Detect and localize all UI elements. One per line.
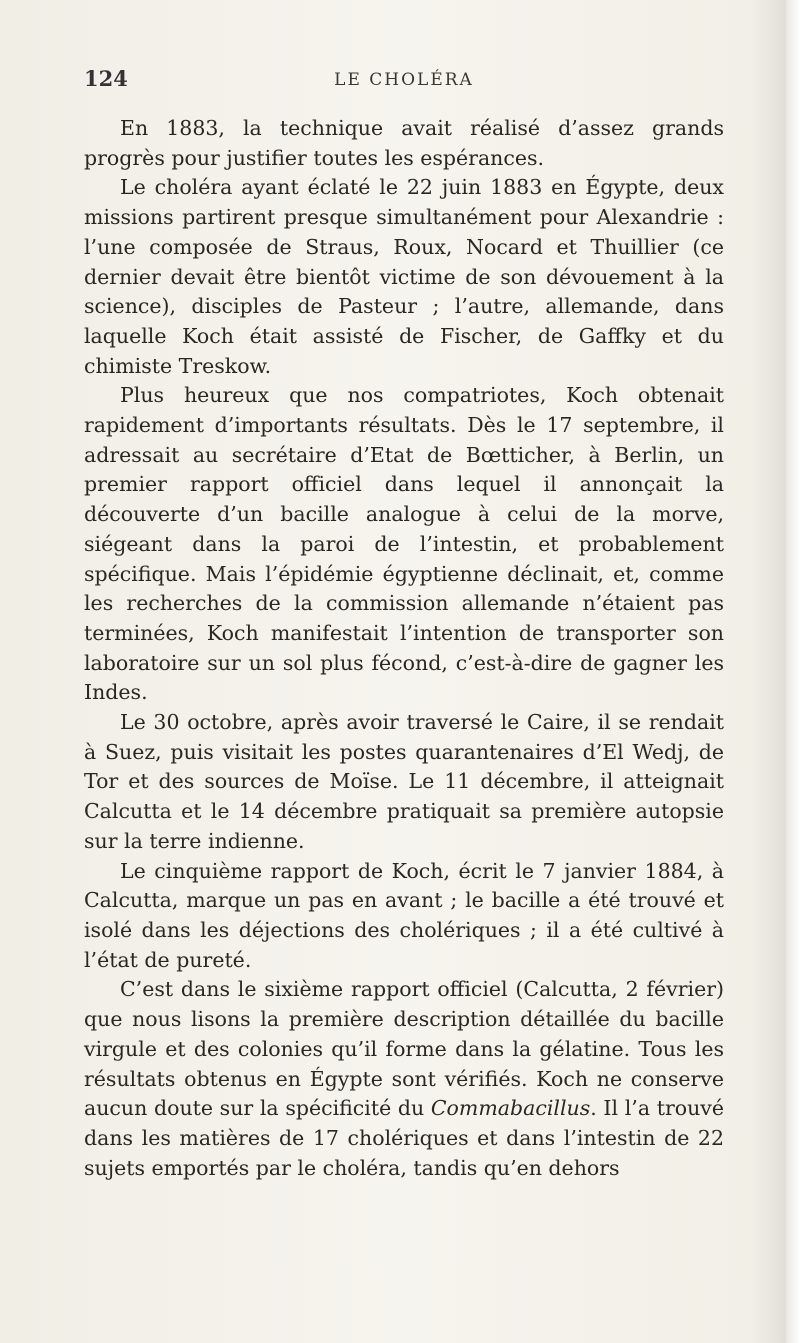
paragraph-text: C’est dans le sixième rapport officiel (Calcutta, 2 février) que nous lisons la première description détaillée du bacille virgule et des colonies qu’il forme dans la gélatine. Tous les résultats obtenus en Égypte sont vérifiés. Koch ne conserve aucun doute sur la spécificité du: [84, 977, 724, 1121]
body-text: [84, 114, 724, 1183]
page-edge: [786, 0, 800, 1343]
paragraph: Le choléra ayant éclaté le 22 juin 1883 en Égypte, deux missions partirent presque simultanément pour Alexandrie : l’une composée de Straus, Roux, Nocard et Thuillier (ce dernier devait être bientôt victime de son dévouement à la science), disciples de Pasteur ; l’autre, allemande, dans laquelle Koch était assisté de Fischer, de Gaffky et du chimiste Treskow.: [84, 175, 724, 378]
page-header: [84, 66, 724, 96]
paragraph: En 1883, la technique avait réalisé d’assez grands progrès pour justifier toutes les espérances.: [84, 116, 724, 170]
paragraph: Plus heureux que nos compatriotes, Koch obtenait rapidement d’importants résultats. Dès le 17 septembre, il adressait au secrétaire d’Etat de Bœtticher, à Berlin, un premier rapport officiel dans lequel il annonçait la découverte d’un bacille analogue à celui de la morve, siégeant dans la paroi de l’intestin, et probablement spécifique. Mais l’épidémie égyptienne déclinait, et, comme les recherches de la commission allemande n’étaient pas terminées, Koch manifestait l’intention de transporter son laboratoire sur un sol plus fécond, c’est-à-dire de gagner les Indes.: [84, 383, 724, 705]
page-number: 124: [84, 66, 128, 91]
running-title: LE CHOLÉRA: [334, 70, 474, 90]
paragraph-last: [84, 975, 724, 1183]
italic-term: Commabacillus: [430, 1096, 591, 1121]
paragraph: Le 30 octobre, après avoir traversé le Caire, il se rendait à Suez, puis visitait les postes quarantenaires d’El Wedj, de Tor et des sources de Moïse. Le 11 décembre, il atteignait Calcutta et le 14 décembre pratiquait sa première autopsie sur la terre indienne.: [84, 710, 724, 853]
paragraph: Le cinquième rapport de Koch, écrit le 7 janvier 1884, à Calcutta, marque un pas en avant ; le bacille a été trouvé et isolé dans les déjections des cholériques ; il a été cultivé à l’état de pureté.: [84, 858, 724, 972]
paragraph-text: . Il l’a trouvé dans les matières de 17 cholériques et dans l’intestin de 22 sujets emportés par le choléra, tandis qu’en dehors: [84, 1096, 724, 1180]
